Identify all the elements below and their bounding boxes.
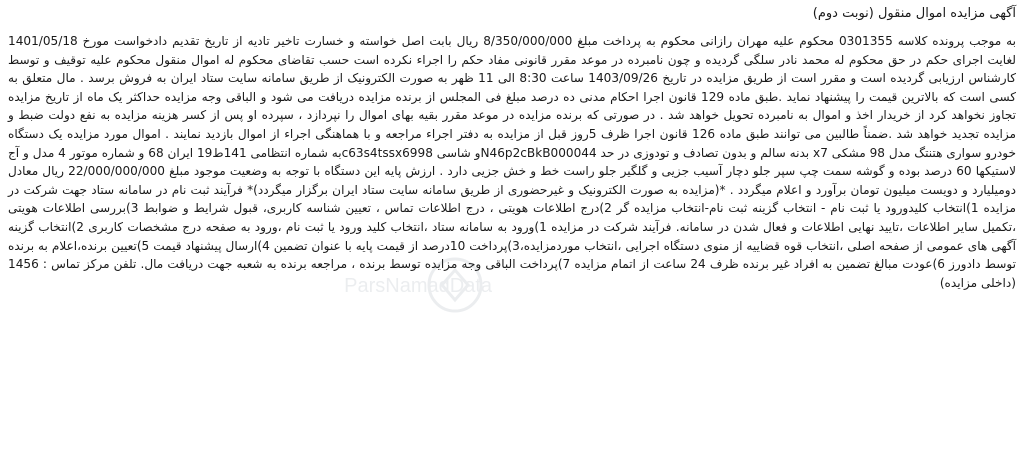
- notice-title: آگهی مزایده اموال منقول (نوبت دوم): [812, 6, 1016, 21]
- watermark-text: ParsNamadData: [344, 275, 492, 297]
- notice-body: به موجب پرونده کلاسه 0301355 محکوم علیه مهران رازانی محکوم به پرداخت مبلغ 8/350/000/000 ریال بابت اصل خواسته و خسارت تاخیر تادیه از تاریخ تقدیم دادخواست مورخ 1401/05/18 لغایت اجرای حکم در حق محکوم له محمد نادر سلگی گردیده و چون نامبرده در موعد مقرر قانونی مفاد حکم را اجراء نکرده است حسب تقاضای محکوم له اموال منقول محکوم علیه توقیف و توسط کارشناس ارزیابی گردیده است و مقرر است از طریق مزایده در تاریخ 1403/09/26 ساعت 8:30 الی 11 ظهر به صورت الکترونیک از طریق سامانه سایت ستاد ایران به فروش برسد . مال متعلق به کسی است که بالاترین قیمت را پیشنهاد نماید .طبق ماده 129 قانون اجرا احکام مدنی ده درصد مبلغ فی المجلس از برنده مزایده دریافت می شود و الباقی وجه مزایده حداکثر یک ماه از تاریخ مزایده تجاوز نخواهد کرد از خریدار اخذ و اموال به نامبرده تحویل خواهد شد . در صورتی که برنده مزایده در موعد مقرر بقیه بهای اموال را نپردازد ، سپرده او پس از کسر هزینه مزایده به نفع دولت ضبط و مزایده تجدید خواهد شد .ضمناً طالبین می توانند طبق ماده 126 قانون اجرا ظرف 5روز قبل از مزایده به دفتر اجراء مراجعه و با هماهنگی اجراء از اموال بازدید نمایند . اموال مورد مزایده یک دستگاه خودرو سواری هتنتگ مدل 98 مشکی x7 بدنه سالم و بدون تصادف و تودوزی در حد N46p2cBkB000044و شاسی c63s4tssx6998به شماره انتظامی 141ط19 ایران 68 و شماره موتور 4 مدل و آج لاستیکها 60 درصد بوده و گوشه سمت چپ سپر جلو دچار آسیب جزیی و گلگیر جلو راست خط و خش جزیی دارد . ارزش پایه این دستگاه با توجه به وضعیت موجود مبلغ 22/000/000/000 ریال معادل دومیلیارد و دویست میلیون تومان برآورد و اعلام میگردد . *(مزایده به صورت الکترونیک و غیرحضوری از طریق سامانه سایت ستاد ایران برگزار میگردد)* فرآیند ثبت نام در سامانه ستاد جهت شرکت در مزایده 1)انتخاب کلیدورود یا ثبت نام - انتخاب گزینه ثبت نام-انتخاب مزایده گر 2)درج اطلاعات هویتی ، درج اطلاعات تماس ، تعیین شناسه کاربری، قبول شرایط و ضوابط 3)بررسی اطلاعات هویتی ،تکمیل سایر اطلاعات ،تایید نهایی اطلاعات و فعال شدن در سامانه. فرآیند شرکت در مزایده 1)ورود به سامانه ستاد ،انتخاب کلید ورود یا ثبت نام ،ورود به صفحه درج مشخصات کاربری 2)انتخاب گزینه آگهی های عمومی از صفحه اصلی ،انتخاب قوه قضاییه از منوی دستگاه اجرایی ،انتخاب موردمزایده،3)پرداخت 10درصد از قیمت پایه با عنوان تضمین 4)ارسال پیشنهاد قیمت 5)تعیین برنده،اعلام به برنده توسط دادورز 6)عودت مبالغ تضمین به افراد غیر برنده ظرف 24 ساعت از اتمام مزایده 7)پرداخت الباقی وجه مزایده توسط برنده ، مراجعه برنده به شعبه جهت دریافت مال. تلفن مرکز تماس : 1456 (داخلی مزایده): [8, 34, 1017, 290]
- auction-notice: [8, 2, 1016, 292]
